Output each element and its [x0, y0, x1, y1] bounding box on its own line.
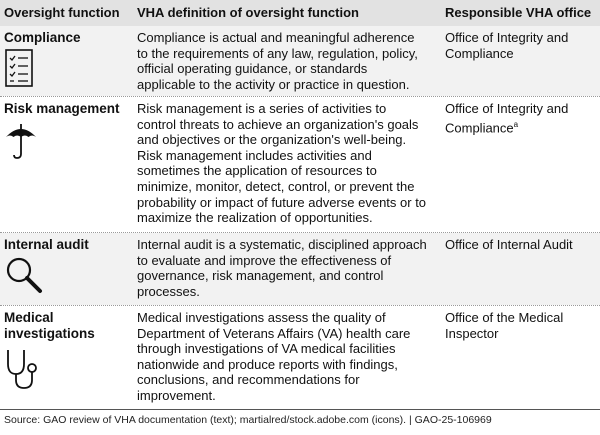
- umbrella-icon: [4, 121, 38, 159]
- function-name: Medical investigations: [4, 310, 95, 341]
- definition-cell: Medical investigations assess the quality of Department of Veterans Affairs (VA) health care through investigations of VA medical facilities nationwide and produce reports with findings, conclusions, and recommendations for improvement.: [137, 310, 411, 403]
- header-vha-definition: VHA definition of oversight function: [137, 5, 359, 20]
- office-name: Office of Internal Audit: [445, 237, 573, 252]
- office-footnote-marker: a: [513, 119, 519, 129]
- function-cell: [4, 101, 124, 117]
- office-cell: [445, 237, 597, 253]
- office-name: Office of Integrity and Compliance: [445, 101, 569, 135]
- table-row-compliance: [0, 26, 600, 96]
- definition-cell: Internal audit is a systematic, disciplined approach to evaluate and improve the effectiveness of governance, risk management, and control processes.: [137, 237, 427, 299]
- function-cell: [4, 310, 124, 341]
- table-row-risk-management: [0, 97, 600, 232]
- office-cell: [445, 310, 597, 341]
- office-name: Office of the Medical Inspector: [445, 310, 564, 341]
- table-header: [0, 0, 600, 26]
- checklist-icon: [4, 48, 34, 88]
- definition-cell: Compliance is actual and meaningful adherence to the requirements of any law, regulation, policy, official operating guidance, or standards applicable to the activity or practice in question.: [137, 30, 418, 92]
- magnifying-glass-icon: [4, 255, 44, 295]
- function-cell: [4, 237, 124, 253]
- function-name: Compliance: [4, 30, 81, 45]
- office-cell: [445, 30, 597, 61]
- table-row-internal-audit: [0, 233, 600, 305]
- stethoscope-icon: [4, 348, 40, 390]
- office-cell: [445, 101, 597, 136]
- table-row-medical-investigations: [0, 306, 600, 409]
- function-name: Risk management: [4, 101, 120, 116]
- function-name: Internal audit: [4, 237, 89, 252]
- header-responsible-office: Responsible VHA office: [445, 5, 592, 20]
- table-bottom-rule: [0, 409, 600, 410]
- function-cell: [4, 30, 124, 46]
- definition-cell: Risk management is a series of activities to control threats to achieve an organization's goals and objectives or the organization's well-being. Risk management includes activities and sometimes the application of resources to minimize, monitor, detect, control, or prevent the probability or impact of future adverse events or to maximize the realization of opportunities.: [137, 101, 427, 226]
- office-name: Office of Integrity and Compliance: [445, 30, 569, 61]
- source-note: Source: GAO review of VHA documentation (text); martialred/stock.adobe.com (icons). | GAO-25-106969: [4, 414, 492, 426]
- header-oversight-function: Oversight function: [4, 5, 120, 20]
